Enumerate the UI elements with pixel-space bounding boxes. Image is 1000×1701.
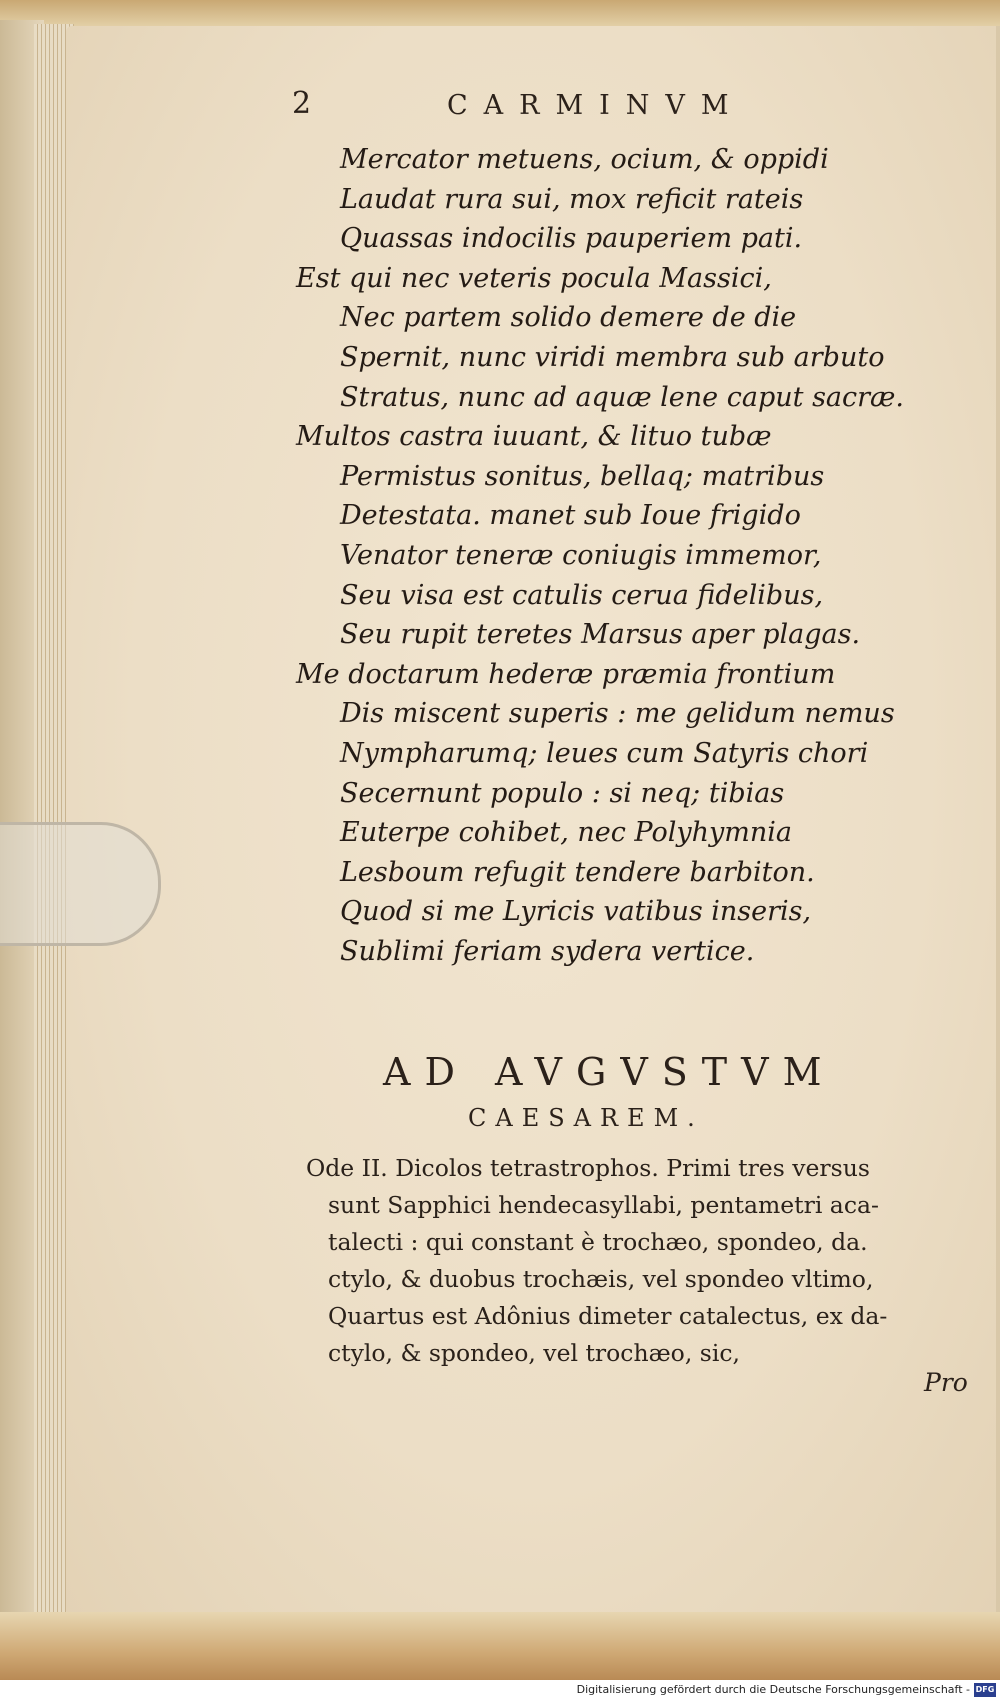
funding-credit: Digitalisierung gefördert durch die Deutsche Forschungsgemeinschaft - xyxy=(576,1683,970,1696)
verse-line: Seu visa est catulis cerua fidelibus, xyxy=(340,579,824,611)
digitization-footer xyxy=(0,1680,1000,1701)
prose-line: Quartus est Adônius dimeter catalectus, ex da- xyxy=(328,1302,888,1330)
verse-line: Nympharumq; leues cum Satyris chori xyxy=(340,737,869,769)
verse-line: Spernit, nunc viridi membra sub arbuto xyxy=(340,341,885,373)
verse-line: Permistus sonitus, bellaq; matribus xyxy=(340,460,825,492)
prose-line: Ode II. Dicolos tetrastrophos. Primi tres versus xyxy=(306,1154,870,1182)
book-cover-bottom-edge xyxy=(0,1612,1000,1680)
verse-line: Me doctarum hederæ præmia frontium xyxy=(296,658,836,690)
page-number: 2 xyxy=(292,86,312,121)
verse-line: Lesboum refugit tendere barbiton. xyxy=(340,856,815,888)
verse-line: Stratus, nunc ad aquæ lene caput sacræ. xyxy=(340,381,905,413)
verse-line: Sublimi feriam sydera vertice. xyxy=(340,935,755,967)
prose-line: ctylo, & spondeo, vel trochæo, sic, xyxy=(328,1339,740,1367)
verse-line: Secernunt populo : si neq; tibias xyxy=(340,777,785,809)
bookmark-ribbon xyxy=(0,822,161,946)
prose-line: sunt Sapphici hendecasyllabi, pentametri aca- xyxy=(328,1191,879,1219)
page-header xyxy=(292,86,832,126)
poem-verses xyxy=(296,140,936,971)
verse-line: Quassas indocilis pauperiem pati. xyxy=(340,223,803,255)
verse-line: Euterpe cohibet, nec Polyhymnia xyxy=(340,817,793,849)
verse-line: Seu rupit teretes Marsus aper plagas. xyxy=(340,619,861,651)
book-cover-top-edge xyxy=(0,0,1000,26)
ode-heading: AD AVGVSTVM xyxy=(383,1050,836,1094)
catchword: Pro xyxy=(924,1368,968,1397)
ode-subheading: CAESAREM. xyxy=(468,1104,704,1132)
verse-line: Detestata. manet sub Ioue frigido xyxy=(340,500,801,532)
dfg-logo: DFG xyxy=(974,1683,996,1697)
verse-line: Multos castra iuuant, & lituo tubæ xyxy=(296,421,772,453)
prose-line: talecti : qui constant è trochæo, spondeo, da. xyxy=(328,1228,868,1256)
verse-line: Venator teneræ coniugis immemor, xyxy=(340,539,822,571)
running-title: CARMINVM xyxy=(447,90,745,121)
prose-line: ctylo, & duobus trochæis, vel spondeo vltimo, xyxy=(328,1265,874,1293)
verse-line: Est qui nec veteris pocula Massici, xyxy=(296,262,772,294)
verse-line: Dis miscent superis : me gelidum nemus xyxy=(340,698,895,730)
verse-line: Mercator metuens, ocium, & oppidi xyxy=(340,144,829,175)
verse-line: Nec partem solido demere de die xyxy=(340,302,797,334)
ode-metrical-note xyxy=(306,1150,986,1372)
verse-line: Laudat rura sui, mox reficit rateis xyxy=(340,183,804,215)
verse-line: Quod si me Lyricis vatibus inseris, xyxy=(340,896,812,928)
